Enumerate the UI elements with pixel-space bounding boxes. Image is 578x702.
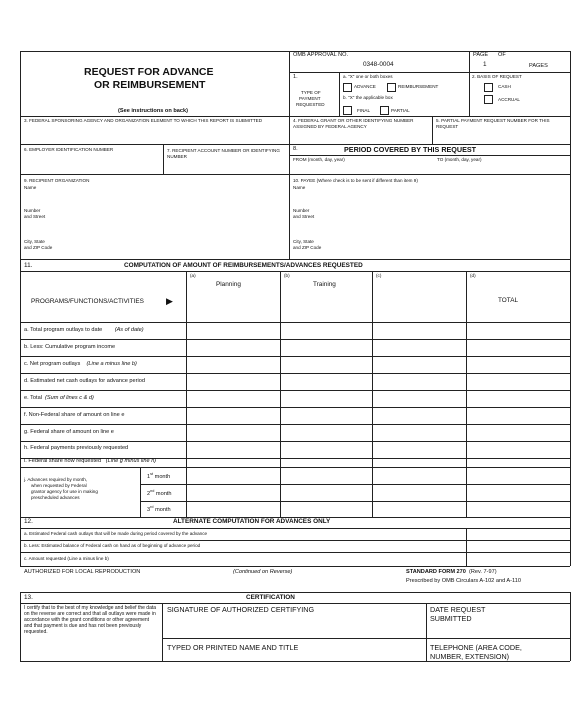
final-checkbox[interactable]: [343, 106, 352, 115]
omb-number: 0348-0004: [363, 61, 394, 68]
month-3-label: 3rd month: [147, 505, 171, 513]
reimbursement-label: REIMBURSEMENT: [398, 84, 439, 89]
typed-name-field[interactable]: [164, 652, 424, 660]
type-of-payment-line1: TYPE OF: [301, 90, 321, 95]
row-b-label: b. Less: Cumulative program income: [24, 344, 116, 350]
page-number-field[interactable]: 1: [483, 61, 487, 68]
section13-number: 13.: [24, 594, 33, 601]
section12-heading: ALTERNATE COMPUTATION FOR ADVANCES ONLY: [173, 518, 331, 525]
telephone-line1: TELEPHONE (AREA CODE,: [430, 643, 522, 652]
typed-name-label: TYPED OR PRINTED NAME AND TITLE: [167, 643, 299, 652]
row-e-label: e. Total (Sum of lines c & d): [24, 395, 94, 401]
section11-heading: COMPUTATION OF AMOUNT OF REIMBURSEMENTS/ADVANCES REQUESTED: [124, 262, 363, 269]
basis-of-request-label: 2. BASIS OF REQUEST: [472, 74, 522, 79]
box9-city-label: City, State: [24, 239, 45, 244]
box3-label: 3. FEDERAL SPONSORING AGENCY AND ORGANIZATION ELEMENT TO WHICH THIS REPORT IS SUBMITTED: [24, 118, 263, 123]
certification-heading: CERTIFICATION: [246, 594, 295, 601]
box10-street-label: and Street: [293, 214, 315, 219]
box10-number-label: Number: [293, 208, 310, 213]
box7-label: 7. RECIPIENT ACCOUNT NUMBER OR IDENTIFYING NUMBER: [167, 148, 280, 159]
col-total-name: TOTAL: [498, 297, 519, 304]
box1-number: 1.: [293, 74, 298, 80]
cash-label: CASH: [498, 84, 511, 89]
period-to-label: TO (month, day, year): [437, 157, 482, 162]
section12-row-b: b. Less: Estimated balance of Federal cash on hand as of beginning of advance period: [24, 543, 201, 548]
see-instructions: (See instructions on back): [118, 108, 188, 114]
section12-row-c: c. Amount requested (Line a minus line b): [24, 556, 109, 561]
col-a-letter: (a): [190, 273, 196, 278]
partial-checkbox[interactable]: [380, 106, 389, 115]
page-label: PAGE: [473, 52, 489, 58]
prescribed-by-omb: Prescribed by OMB Circulars A-102 and A-110: [406, 578, 521, 584]
reimbursement-checkbox[interactable]: [387, 83, 396, 92]
row-d-label: d. Estimated net cash outlays for advance period: [24, 378, 145, 384]
omb-approval-label: OMB APPROVAL NO.: [293, 52, 349, 58]
section12-number: 12.: [24, 518, 33, 525]
row-g-label: g. Federal share of amount on line e: [24, 429, 114, 435]
box9-label: 9. RECIPIENT ORGANIZATION: [24, 178, 90, 183]
final-label: FINAL: [357, 108, 371, 113]
accrual-checkbox[interactable]: [484, 95, 493, 104]
advance-checkbox[interactable]: [343, 83, 352, 92]
form-title-line2: OR REIMBURSEMENT: [94, 79, 206, 91]
box10-label: 10. PAYEE (Where check is to be sent if different than item 9): [293, 178, 418, 183]
section12-row-a: a. Estimated Federal cash outlays that will be made during period covered by the advance: [24, 531, 208, 536]
section11-number: 11.: [24, 262, 33, 269]
row-c-label: c. Net program outlays (Line a minus line b): [24, 361, 137, 367]
form-title-line1: REQUEST FOR ADVANCE: [84, 66, 214, 78]
programs-functions-label: PROGRAMS/FUNCTIONS/ACTIVITIES: [31, 298, 144, 305]
row-j-line2: when requested by Federal: [31, 483, 87, 488]
of-label: OF: [498, 52, 506, 58]
standard-form-label: STANDARD FORM 270 (Rev. 7-97): [406, 569, 497, 575]
date-request-line2: SUBMITTED: [430, 614, 472, 623]
row-j-line4: prescheduled advances: [31, 495, 80, 500]
certification-statement: I certify that to the best of my knowledge and belief the data on the reverse are correct and that all outlays were made in accordance with the grant conditions or other agreement and that payment is due and has not been previously requested.: [24, 605, 157, 636]
col-b-name: Training: [313, 281, 336, 288]
row-h-label: h. Federal payments previously requested: [24, 445, 129, 451]
type-of-payment-line3: REQUESTED: [296, 102, 325, 107]
telephone-line2: NUMBER, EXTENSION): [430, 652, 510, 661]
box1b-label: b. "X" the applicable box: [343, 95, 393, 100]
arrow-right-icon: ▶: [166, 296, 173, 306]
col-a-name: Planning: [216, 281, 241, 288]
row-f-label: f. Non-Federal share of amount on line e: [24, 412, 125, 418]
row-j-line3: grantor agency for use in making: [31, 489, 98, 494]
continued-on-reverse: (Continued on Reverse): [233, 569, 293, 575]
box4-label: 4. FEDERAL GRANT OR OTHER IDENTIFYING NUMBER ASSIGNED BY FEDERAL AGENCY: [293, 118, 414, 129]
box9-name-label: Name: [24, 185, 37, 190]
box8-number: 8.: [293, 146, 298, 152]
period-covered-heading: PERIOD COVERED BY THIS REQUEST: [344, 145, 477, 154]
advance-label: ADVANCE: [354, 84, 376, 89]
pages-label: PAGES: [529, 63, 548, 69]
accrual-label: ACCRUAL: [498, 97, 520, 102]
box9-number-label: Number: [24, 208, 41, 213]
box10-city-label: City, State: [293, 239, 314, 244]
col-c-letter: (c): [376, 273, 382, 278]
signature-label: SIGNATURE OF AUTHORIZED CERTIFYING: [167, 605, 315, 614]
row-a-label: a. Total program outlays to date (As of date): [24, 327, 144, 333]
box9-street-label: and Street: [24, 214, 46, 219]
type-of-payment-line2: PAYMENT: [299, 96, 321, 101]
partial-label: PARTIAL: [391, 108, 410, 113]
month-1-label: 1st month: [147, 472, 171, 480]
box6-label: 6. EMPLOYER IDENTIFICATION NUMBER: [24, 147, 114, 152]
row-i-label: i. Federal share now requested (Line g minus line h): [24, 458, 157, 464]
col-d-letter: (d): [470, 273, 476, 278]
box5-label: 5. PARTIAL PAYMENT REQUEST NUMBER FOR THIS REQUEST: [436, 118, 550, 129]
period-from-label: FROM (month, day, year): [293, 157, 345, 162]
box1a-label: a. "X" one or both boxes: [343, 74, 393, 79]
date-request-line1: DATE REQUEST: [430, 605, 486, 614]
date-submitted-field[interactable]: [428, 624, 568, 636]
row-j-line1: j. Advances required by month,: [24, 477, 88, 482]
box10-zip-label: and ZIP Code: [293, 245, 322, 250]
col-b-letter: (b): [284, 273, 290, 278]
authorized-reproduction: AUTHORIZED FOR LOCAL REPRODUCTION: [24, 569, 141, 575]
box9-zip-label: and ZIP Code: [24, 245, 53, 250]
cash-checkbox[interactable]: [484, 83, 493, 92]
signature-field[interactable]: [164, 616, 424, 636]
box10-name-label: Name: [293, 185, 306, 190]
month-2-label: 2nd month: [147, 489, 172, 497]
